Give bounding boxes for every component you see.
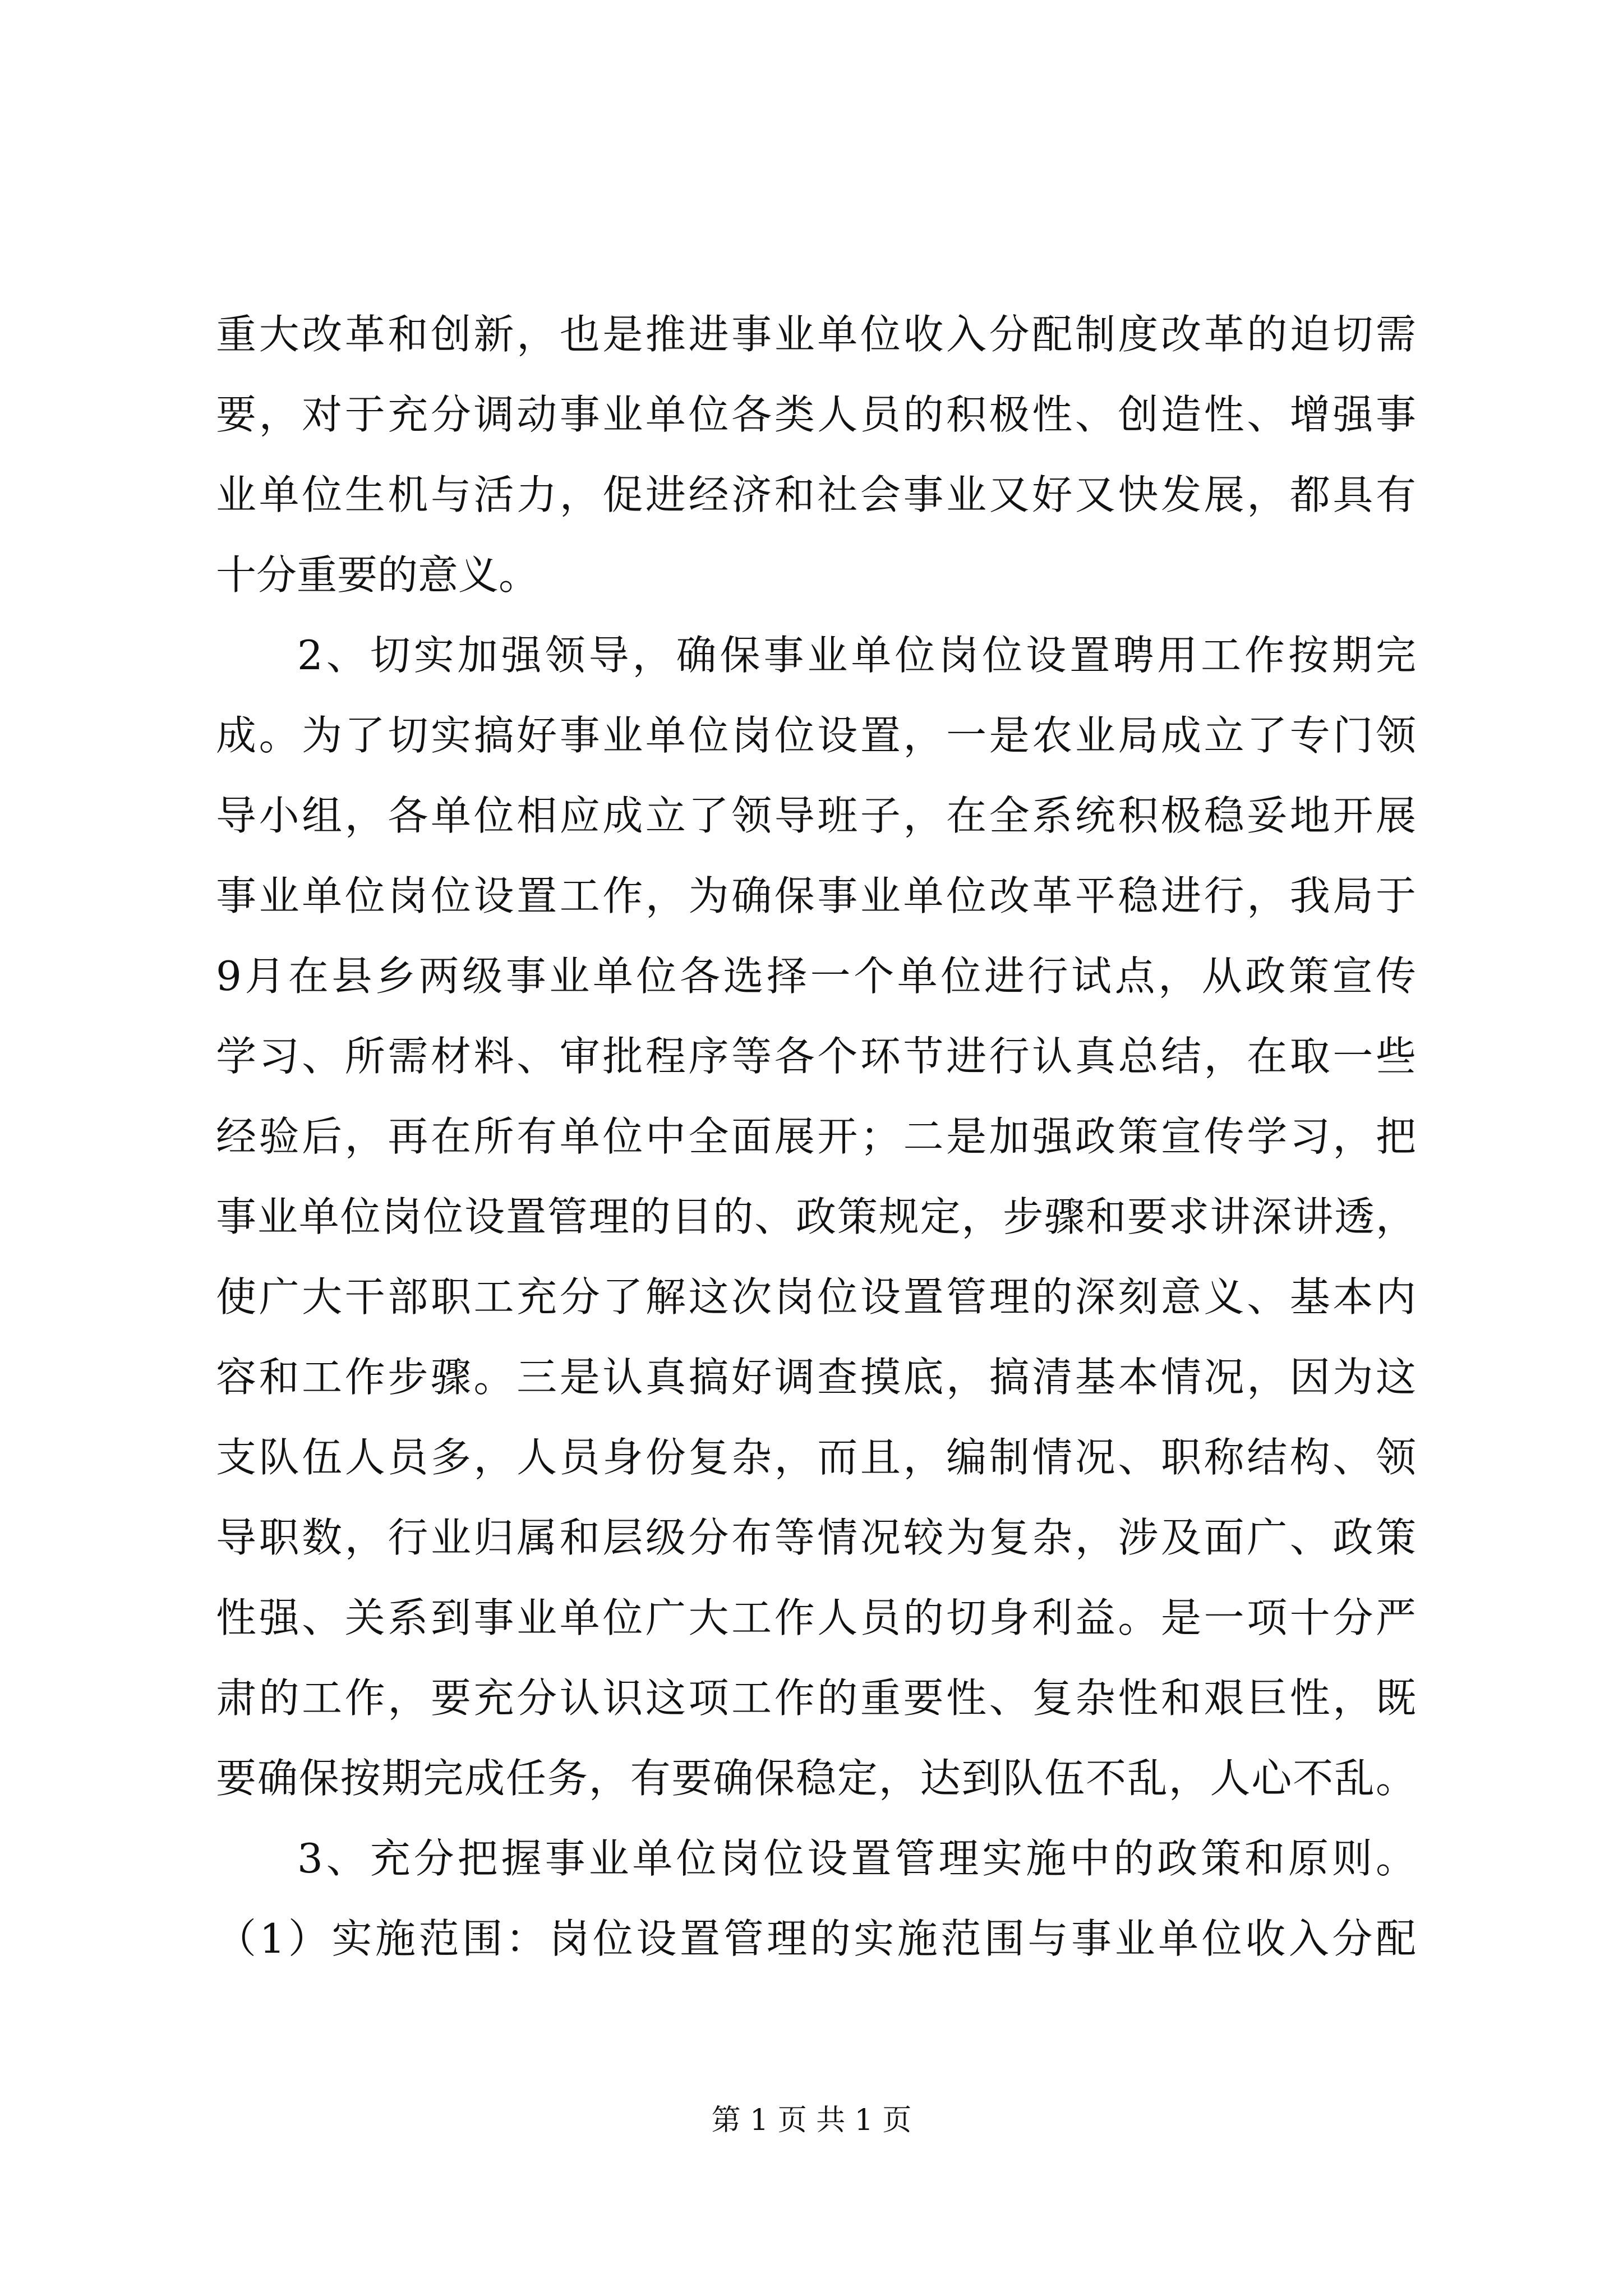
text-line: 9月在县乡两级事业单位各选择一个单位进行试点，从政策宣传 <box>216 953 1416 1000</box>
text-line: （1）实施范围：岗位设置管理的实施范围与事业单位收入分配 <box>216 1915 1416 1962</box>
text-line: 成。为了切实搞好事业单位岗位设置，一是农业局成立了专门领 <box>216 712 1416 759</box>
text-line: 使广大干部职工充分了解这次岗位设置管理的深刻意义、基本内 <box>216 1273 1416 1320</box>
text-line: 性强、关系到事业单位广大工作人员的切身利益。是一项十分严 <box>216 1594 1416 1641</box>
text-line: 要确保按期完成任务，有要确保稳定，达到队伍不乱，人心不乱。 <box>216 1755 1416 1802</box>
text-line: 业单位生机与活力，促进经济和社会事业又好又快发展，都具有 <box>216 471 1416 518</box>
text-line: 十分重要的意义。 <box>216 551 540 599</box>
paragraph-3-start: 3、充分把握事业单位岗位设置管理实施中的政策和原则。 <box>297 1835 1416 1882</box>
text-line: 事业单位岗位设置工作，为确保事业单位改革平稳进行，我局于 <box>216 872 1416 919</box>
text-line: 导职数，行业归属和层级分布等情况较为复杂，涉及面广、政策 <box>216 1514 1416 1561</box>
text-line: 支队伍人员多，人员身份复杂，而且，编制情况、职称结构、领 <box>216 1434 1416 1481</box>
text-line: 学习、所需材料、审批程序等各个环节进行认真总结，在取一些 <box>216 1033 1416 1080</box>
text-line: 容和工作步骤。三是认真搞好调查摸底，搞清基本情况，因为这 <box>216 1354 1416 1401</box>
paragraph-2-start: 2、切实加强领导，确保事业单位岗位设置聘用工作按期完 <box>297 632 1416 679</box>
text-line: 重大改革和创新，也是推进事业单位收入分配制度改革的迫切需 <box>216 311 1416 358</box>
text-line: 导小组，各单位相应成立了领导班子，在全系统积极稳妥地开展 <box>216 792 1416 839</box>
page-number-footer: 第 1 页 共 1 页 <box>711 2104 912 2137</box>
text-line: 肃的工作，要充分认识这项工作的重要性、复杂性和艰巨性，既 <box>216 1674 1416 1722</box>
body-text <box>216 295 1416 1979</box>
text-line: 经验后，再在所有单位中全面展开；二是加强政策宣传学习，把 <box>216 1113 1416 1160</box>
text-line: 事业单位岗位设置管理的目的、政策规定，步骤和要求讲深讲透， <box>216 1193 1416 1240</box>
text-line: 要，对于充分调动事业单位各类人员的积极性、创造性、增强事 <box>216 391 1416 438</box>
